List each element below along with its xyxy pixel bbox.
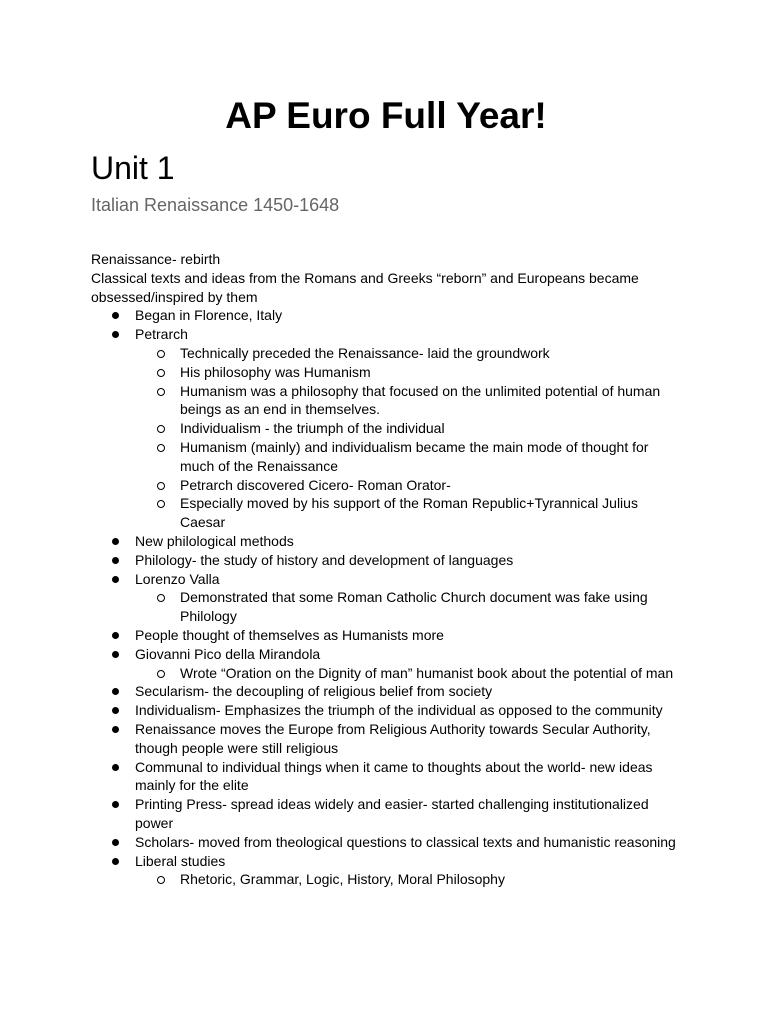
sub-bullet-text: Humanism was a philosophy that focused on the unlimited potential of human beings as an end in themselves.	[180, 382, 661, 418]
bullet-text: Printing Press- spread ideas widely and easier- started challenging institutionalized power	[135, 796, 649, 831]
bullet-item	[91, 626, 681, 645]
sub-bullet-text: His philosophy was Humanism	[180, 363, 371, 380]
bullet-item	[91, 532, 681, 551]
intro-line: Renaissance- rebirth	[91, 251, 221, 267]
bullet-text: Liberal studies	[135, 852, 226, 869]
sub-bullet-list	[135, 344, 681, 532]
bullet-dot-icon	[112, 707, 119, 714]
sub-bullet-text: Petrarch discovered Cicero- Roman Orator-	[180, 476, 451, 493]
bullet-dot-icon	[112, 839, 119, 846]
bullet-dot-icon	[112, 576, 119, 583]
sub-bullet-item	[135, 363, 681, 382]
bullet-dot-icon	[112, 312, 119, 319]
sub-bullet-item	[135, 588, 681, 626]
sub-bullet-item	[135, 438, 681, 476]
sub-bullet-text: Especially moved by his support of the Roman Republic+Tyrannical Julius Caesar	[180, 495, 638, 531]
bullet-dot-icon	[112, 726, 119, 733]
bullet-item	[91, 306, 681, 325]
hollow-bullet-icon	[157, 500, 165, 508]
document-page	[91, 90, 681, 889]
bullet-dot-icon	[112, 651, 119, 658]
bullet-dot-icon	[112, 858, 119, 865]
sub-bullet-text: Demonstrated that some Roman Catholic Church document was fake using Philology	[180, 589, 648, 625]
bullet-text: Began in Florence, Italy	[135, 307, 283, 324]
document-body	[91, 250, 681, 889]
sub-bullet-item	[135, 419, 681, 438]
bullet-text: Secularism- the decoupling of religious belief from society	[135, 683, 493, 700]
bullet-dot-icon	[112, 688, 119, 695]
bullet-item	[91, 682, 681, 701]
sub-bullet-item	[135, 494, 681, 532]
bullet-text: People thought of themselves as Humanists more	[135, 626, 444, 643]
sub-bullet-item	[135, 870, 681, 889]
bullet-dot-icon	[112, 632, 119, 639]
bullet-item	[91, 720, 681, 758]
sub-bullet-item	[135, 344, 681, 363]
bullet-text: Communal to individual things when it came to thoughts about the world- new ideas mainly for the elite	[135, 758, 653, 794]
sub-bullet-item	[135, 664, 681, 683]
hollow-bullet-icon	[157, 594, 165, 602]
document-title: AP Euro Full Year!	[225, 95, 547, 136]
intro-line: Classical texts and ideas from the Romans and Greeks “reborn” and Europeans became obsessed/inspired by them	[91, 269, 639, 305]
bullet-dot-icon	[112, 538, 119, 545]
sub-bullet-list	[135, 664, 681, 683]
bullet-item	[91, 645, 681, 683]
hollow-bullet-icon	[157, 425, 165, 433]
bullet-text: Philology- the study of history and development of languages	[135, 551, 514, 568]
bullet-list	[91, 306, 681, 889]
bullet-text: Lorenzo Valla	[135, 570, 220, 587]
bullet-item	[91, 701, 681, 720]
subheading-period: Italian Renaissance 1450-1648	[91, 195, 340, 215]
sub-bullet-text: Humanism (mainly) and individualism became the main mode of thought for much of the Renaissance	[180, 438, 649, 474]
bullet-item	[91, 795, 681, 833]
sub-bullet-text: Technically preceded the Renaissance- laid the groundwork	[180, 344, 550, 361]
sub-bullet-list	[135, 870, 681, 889]
bullet-text: New philological methods	[135, 532, 294, 549]
bullet-text: Individualism- Emphasizes the triumph of the individual as opposed to the community	[135, 702, 663, 719]
hollow-bullet-icon	[157, 670, 165, 678]
bullet-item	[91, 551, 681, 570]
sub-bullet-item	[135, 476, 681, 495]
hollow-bullet-icon	[157, 876, 165, 884]
bullet-item	[91, 852, 681, 890]
bullet-text: Petrarch	[135, 326, 188, 343]
bullet-item	[91, 758, 681, 796]
bullet-dot-icon	[112, 557, 119, 564]
hollow-bullet-icon	[157, 444, 165, 452]
bullet-text: Giovanni Pico della Mirandola	[135, 645, 321, 662]
bullet-dot-icon	[112, 764, 119, 771]
sub-bullet-item	[135, 382, 681, 420]
hollow-bullet-icon	[157, 369, 165, 377]
bullet-item	[91, 325, 681, 532]
hollow-bullet-icon	[157, 350, 165, 358]
bullet-text: Renaissance moves the Europe from Religious Authority towards Secular Authority, though people were still religious	[135, 720, 651, 756]
bullet-item	[91, 833, 681, 852]
sub-bullet-list	[135, 588, 681, 626]
heading-unit: Unit 1	[91, 150, 175, 186]
bullet-dot-icon	[112, 801, 119, 808]
sub-bullet-text: Rhetoric, Grammar, Logic, History, Moral Philosophy	[180, 871, 505, 888]
bullet-text: Scholars- moved from theological questions to classical texts and humanistic reasoning	[135, 833, 676, 850]
bullet-dot-icon	[112, 331, 119, 338]
hollow-bullet-icon	[157, 482, 165, 490]
sub-bullet-text: Wrote “Oration on the Dignity of man” humanist book about the potential of man	[180, 664, 674, 681]
sub-bullet-text: Individualism - the triumph of the individual	[180, 420, 445, 437]
bullet-item	[91, 570, 681, 626]
hollow-bullet-icon	[157, 388, 165, 396]
